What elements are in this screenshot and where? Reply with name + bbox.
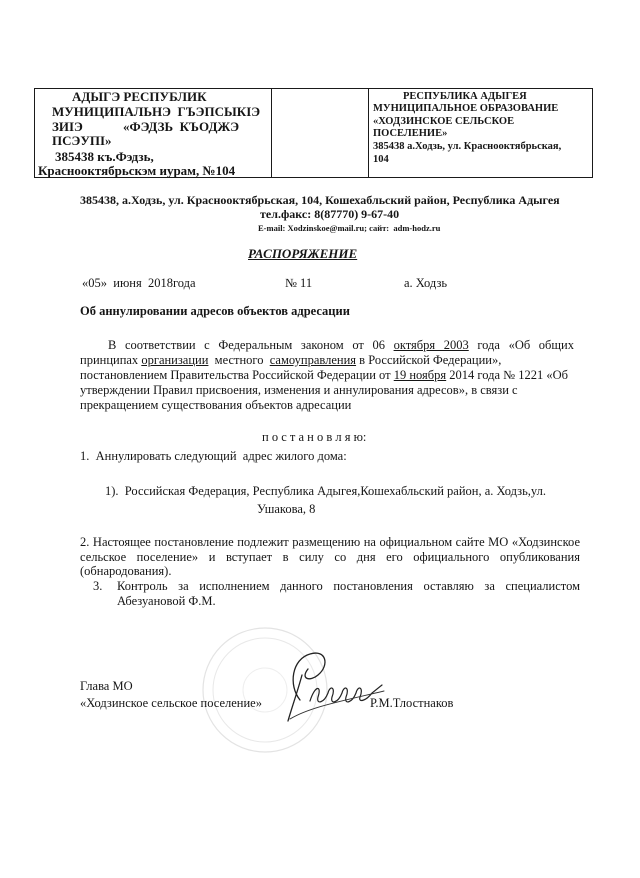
decree-item-2-line: сельское поселение» и вступает в силу со дня его официального опубликования [80,550,580,564]
decree-item-3-line: Абезуановой Ф.М. [117,594,216,608]
preamble-link-text: организации [141,353,209,367]
decree-item-2-line: (обнародования). [80,564,172,578]
preamble-line [108,337,574,353]
preamble-text: 2014 года № 1221 «Об [446,368,568,382]
preamble-text: В соответствии с Федеральным законом от 06 [108,338,394,352]
annulled-address-line: Ушакова, 8 [257,502,316,516]
decree-item-2-line: 2. Настоящее постановление подлежит размещению на официальном сайте МО «Ходзинское [80,535,580,549]
annulled-address-line: 1). Российская Федерация, Республика Адыгея,Кошехабльский район, а. Ходзь,ул. [105,484,546,498]
preamble-line [80,397,351,413]
signatory-name: Р.М.Тлостнаков [370,696,454,710]
decree-heading: п о с т а н о в л я ю: [262,430,367,444]
letterhead-left-line: «ФЭДЗЬ КЪОДЖЭ [123,119,240,134]
preamble-text: прекращением существования объектов адресации [80,398,352,412]
letterhead-left-line: Краснооктябрьскэм иурам, №104 [38,163,236,178]
preamble-text: в Российской Федерации», [356,353,502,367]
letterhead-table [34,88,593,178]
letterhead-left-line: 385438 къ.Фэдзь, [55,149,154,164]
signatory-position: Глава МО [80,679,133,693]
contact-phone: тел.факс: 8(87770) 9-67-40 [260,207,400,221]
letterhead-russian-cell [368,89,592,177]
contact-address: 385438, а.Ходзь, ул. Краснооктябрьская, 104, Кошехабльский район, Республика Адыгея [80,193,560,207]
document-subject: Об аннулировании адресов объектов адресации [80,304,350,318]
letterhead-left-line: АДЫГЭ РЕСПУБЛИК [72,89,207,104]
preamble-line [80,382,518,398]
preamble-line [80,367,568,383]
document-place: а. Ходзь [404,276,448,290]
signatory-organization: «Ходзинское сельское поселение» [80,696,262,710]
letterhead-right-line: МУНИЦИПАЛЬНОЕ ОБРАЗОВАНИЕ [373,103,559,114]
decree-item-3-number: 3. [93,579,103,593]
letterhead-adyghe-cell [35,89,272,177]
preamble-line [80,352,501,368]
letterhead-right-line: РЕСПУБЛИКА АДЫГЕЯ [403,91,527,102]
preamble-text: утверждении Правил присвоения, изменения и аннулирования адресов», в связи с [80,383,518,397]
letterhead-left-line: ЗИIЭ [52,119,83,134]
emblem-placeholder [271,89,369,177]
letterhead-right-line: 385438 а.Ходзь, ул. Краснооктябрьская, [373,141,562,152]
document-type-title: РАСПОРЯЖЕНИЕ [248,246,358,261]
preamble-link-text: 19 ноября [393,368,447,382]
document-date: «05» июня 2018года [82,276,196,290]
decree-item-1: 1. Аннулировать следующий адрес жилого дома: [80,449,347,463]
preamble-link-text: самоуправления [269,353,357,367]
letterhead-left-line: МУНИЦИПАЛЬНЭ ГЪЭПСЫКIЭ [52,104,261,119]
preamble-text: постановлением Правительства Российской Федерации от [80,368,394,382]
preamble-link-text: октября 2003 [393,338,469,352]
letterhead-left-line: ПСЭУПI» [52,133,112,148]
handwritten-signature [280,645,390,727]
signature-stroke [293,653,325,700]
letterhead-right-line: «ХОДЗИНСКОЕ СЕЛЬСКОЕ [373,116,515,127]
document-number: № 11 [285,276,313,290]
letterhead-right-line: 104 [373,154,389,165]
decree-item-3-line: Контроль за исполнением данного постановления оставляю за специалистом [117,579,580,593]
letterhead-right-line: ПОСЕЛЕНИЕ» [373,128,448,139]
preamble-text: принципах [80,353,142,367]
preamble-text: года «Об общих [468,338,574,352]
preamble-text: местного [208,353,270,367]
contact-email: E-mail: Xodzinskoe@mail.ru; сайт: adm-hodz.ru [258,223,441,233]
